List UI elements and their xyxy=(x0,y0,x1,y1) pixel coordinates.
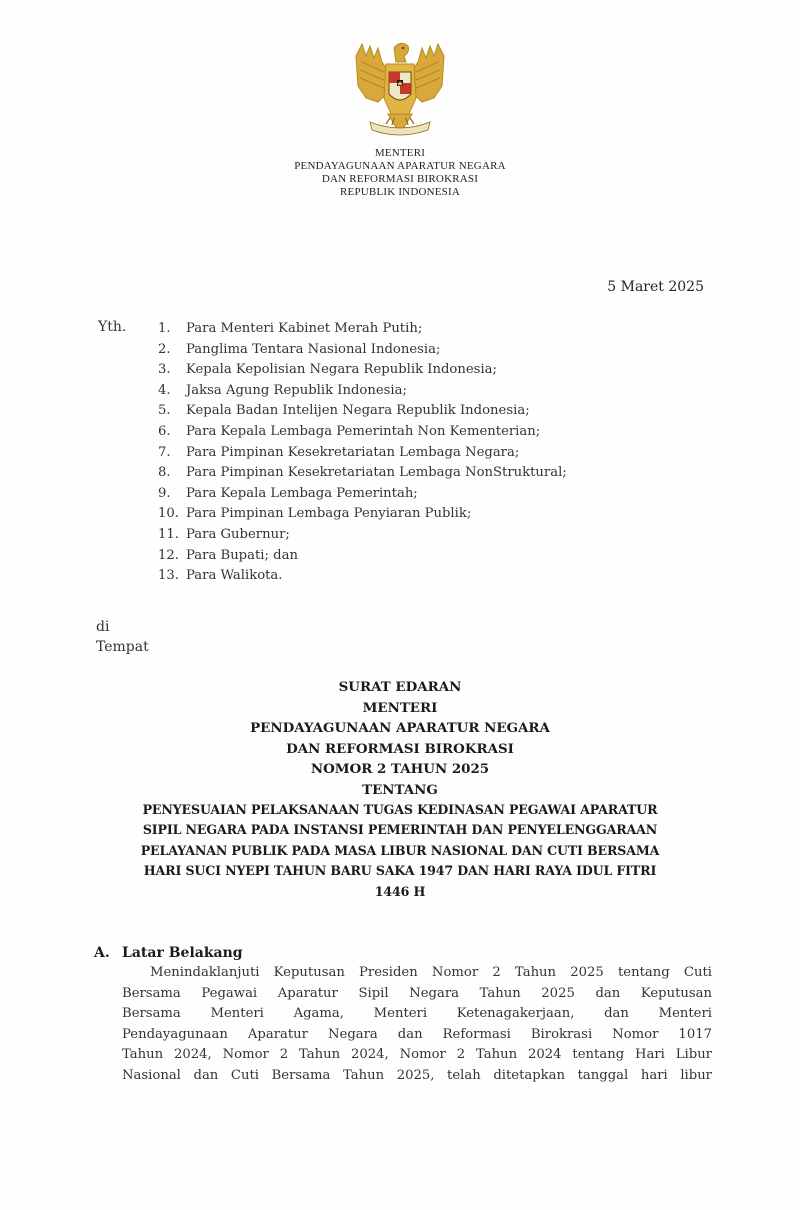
letterhead-line: PENDAYAGUNAAN APARATUR NEGARA xyxy=(294,160,506,172)
di-label: di xyxy=(96,619,110,635)
paragraph-line: Nasional dan Cuti Bersama Tahun 2025, telah ditetapkan tanggal hari libur xyxy=(122,1067,712,1083)
section-letter: A. xyxy=(94,945,110,961)
paragraph-line: Pendayagunaan Aparatur Negara dan Reformasi Birokrasi Nomor 1017 xyxy=(122,1026,712,1042)
recipient-item: 4. Jaksa Agung Republik Indonesia; xyxy=(158,382,407,398)
paragraph-line: Bersama Menteri Agama, Menteri Ketenagakerjaan, dan Menteri xyxy=(122,1006,712,1022)
subject-line: PELAYANAN PUBLIK PADA MASA LIBUR NASIONAL DAN CUTI BERSAMA xyxy=(140,842,660,858)
recipient-item: 11. Para Gubernur; xyxy=(158,526,290,542)
paragraph-line: Menindaklanjuti Keputusan Presiden Nomor 2 Tahun 2025 tentang Cuti xyxy=(150,965,712,980)
tempat-label: Tempat xyxy=(96,639,149,655)
recipient-item: 2. Panglima Tentara Nasional Indonesia; xyxy=(158,341,441,357)
recipient-item: 3. Kepala Kepolisian Negara Republik Indonesia; xyxy=(158,362,497,378)
recipient-list xyxy=(158,319,567,587)
letterhead-line: REPUBLIK INDONESIA xyxy=(339,186,460,198)
section-heading xyxy=(94,945,243,961)
garuda-emblem-icon xyxy=(348,38,452,142)
paragraph-line: Bersama Pegawai Aparatur Sipil Negara Tahun 2025 dan Keputusan xyxy=(122,985,712,1001)
subject-line: PENYESUAIAN PELAKSANAAN TUGAS KEDINASAN PEGAWAI APARATUR xyxy=(142,802,658,817)
title-line: DAN REFORMASI BIROKRASI xyxy=(286,740,514,757)
recipient-item: 6. Para Kepala Lembaga Pemerintah Non Kementerian; xyxy=(158,423,541,439)
addressee-place xyxy=(96,617,149,657)
section-title: Latar Belakang xyxy=(122,945,243,961)
recipient-item: 12. Para Bupati; dan xyxy=(158,547,298,563)
subject-line: HARI SUCI NYEPI TAHUN BARU SAKA 1947 DAN HARI RAYA IDUL FITRI xyxy=(143,863,657,879)
recipient-item: 1. Para Menteri Kabinet Merah Putih; xyxy=(158,321,423,336)
recipient-item: 8. Para Pimpinan Kesekretariatan Lembaga NonStruktural; xyxy=(158,465,567,481)
letterhead-line: DAN REFORMASI BIROKRASI xyxy=(321,173,479,185)
recipient-item: 13. Para Walikota. xyxy=(158,568,283,584)
recipient-item: 7. Para Pimpinan Kesekretariatan Lembaga Negara; xyxy=(158,444,520,460)
paragraph-line: Tahun 2024, Nomor 2 Tahun 2024, Nomor 2 Tahun 2024 tentang Hari Libur xyxy=(122,1047,712,1063)
document-subject xyxy=(92,800,708,902)
letterhead-line: MENTERI xyxy=(374,147,426,159)
letterhead xyxy=(200,147,600,199)
title-line: PENDAYAGUNAAN APARATUR NEGARA xyxy=(250,720,550,737)
subject-line: 1446 H xyxy=(374,883,426,899)
section-paragraph xyxy=(122,963,712,1087)
recipient-item: 5. Kepala Badan Intelijen Negara Republik Indonesia; xyxy=(158,403,530,419)
addressee-label: Yth. xyxy=(98,319,127,335)
title-line: TENTANG xyxy=(362,781,438,798)
recipient-item: 9. Para Kepala Lembaga Pemerintah; xyxy=(158,485,418,501)
document-date: 5 Maret 2025 xyxy=(607,279,704,295)
recipient-item: 10. Para Pimpinan Lembaga Penyiaran Publik; xyxy=(158,506,472,522)
subject-line: SIPIL NEGARA PADA INSTANSI PEMERINTAH DAN PENYELENGGARAAN xyxy=(142,822,658,838)
title-line: SURAT EDARAN xyxy=(338,679,462,695)
document-title xyxy=(100,677,700,801)
title-line: NOMOR 2 TAHUN 2025 xyxy=(310,761,490,778)
title-line: MENTERI xyxy=(362,699,438,716)
